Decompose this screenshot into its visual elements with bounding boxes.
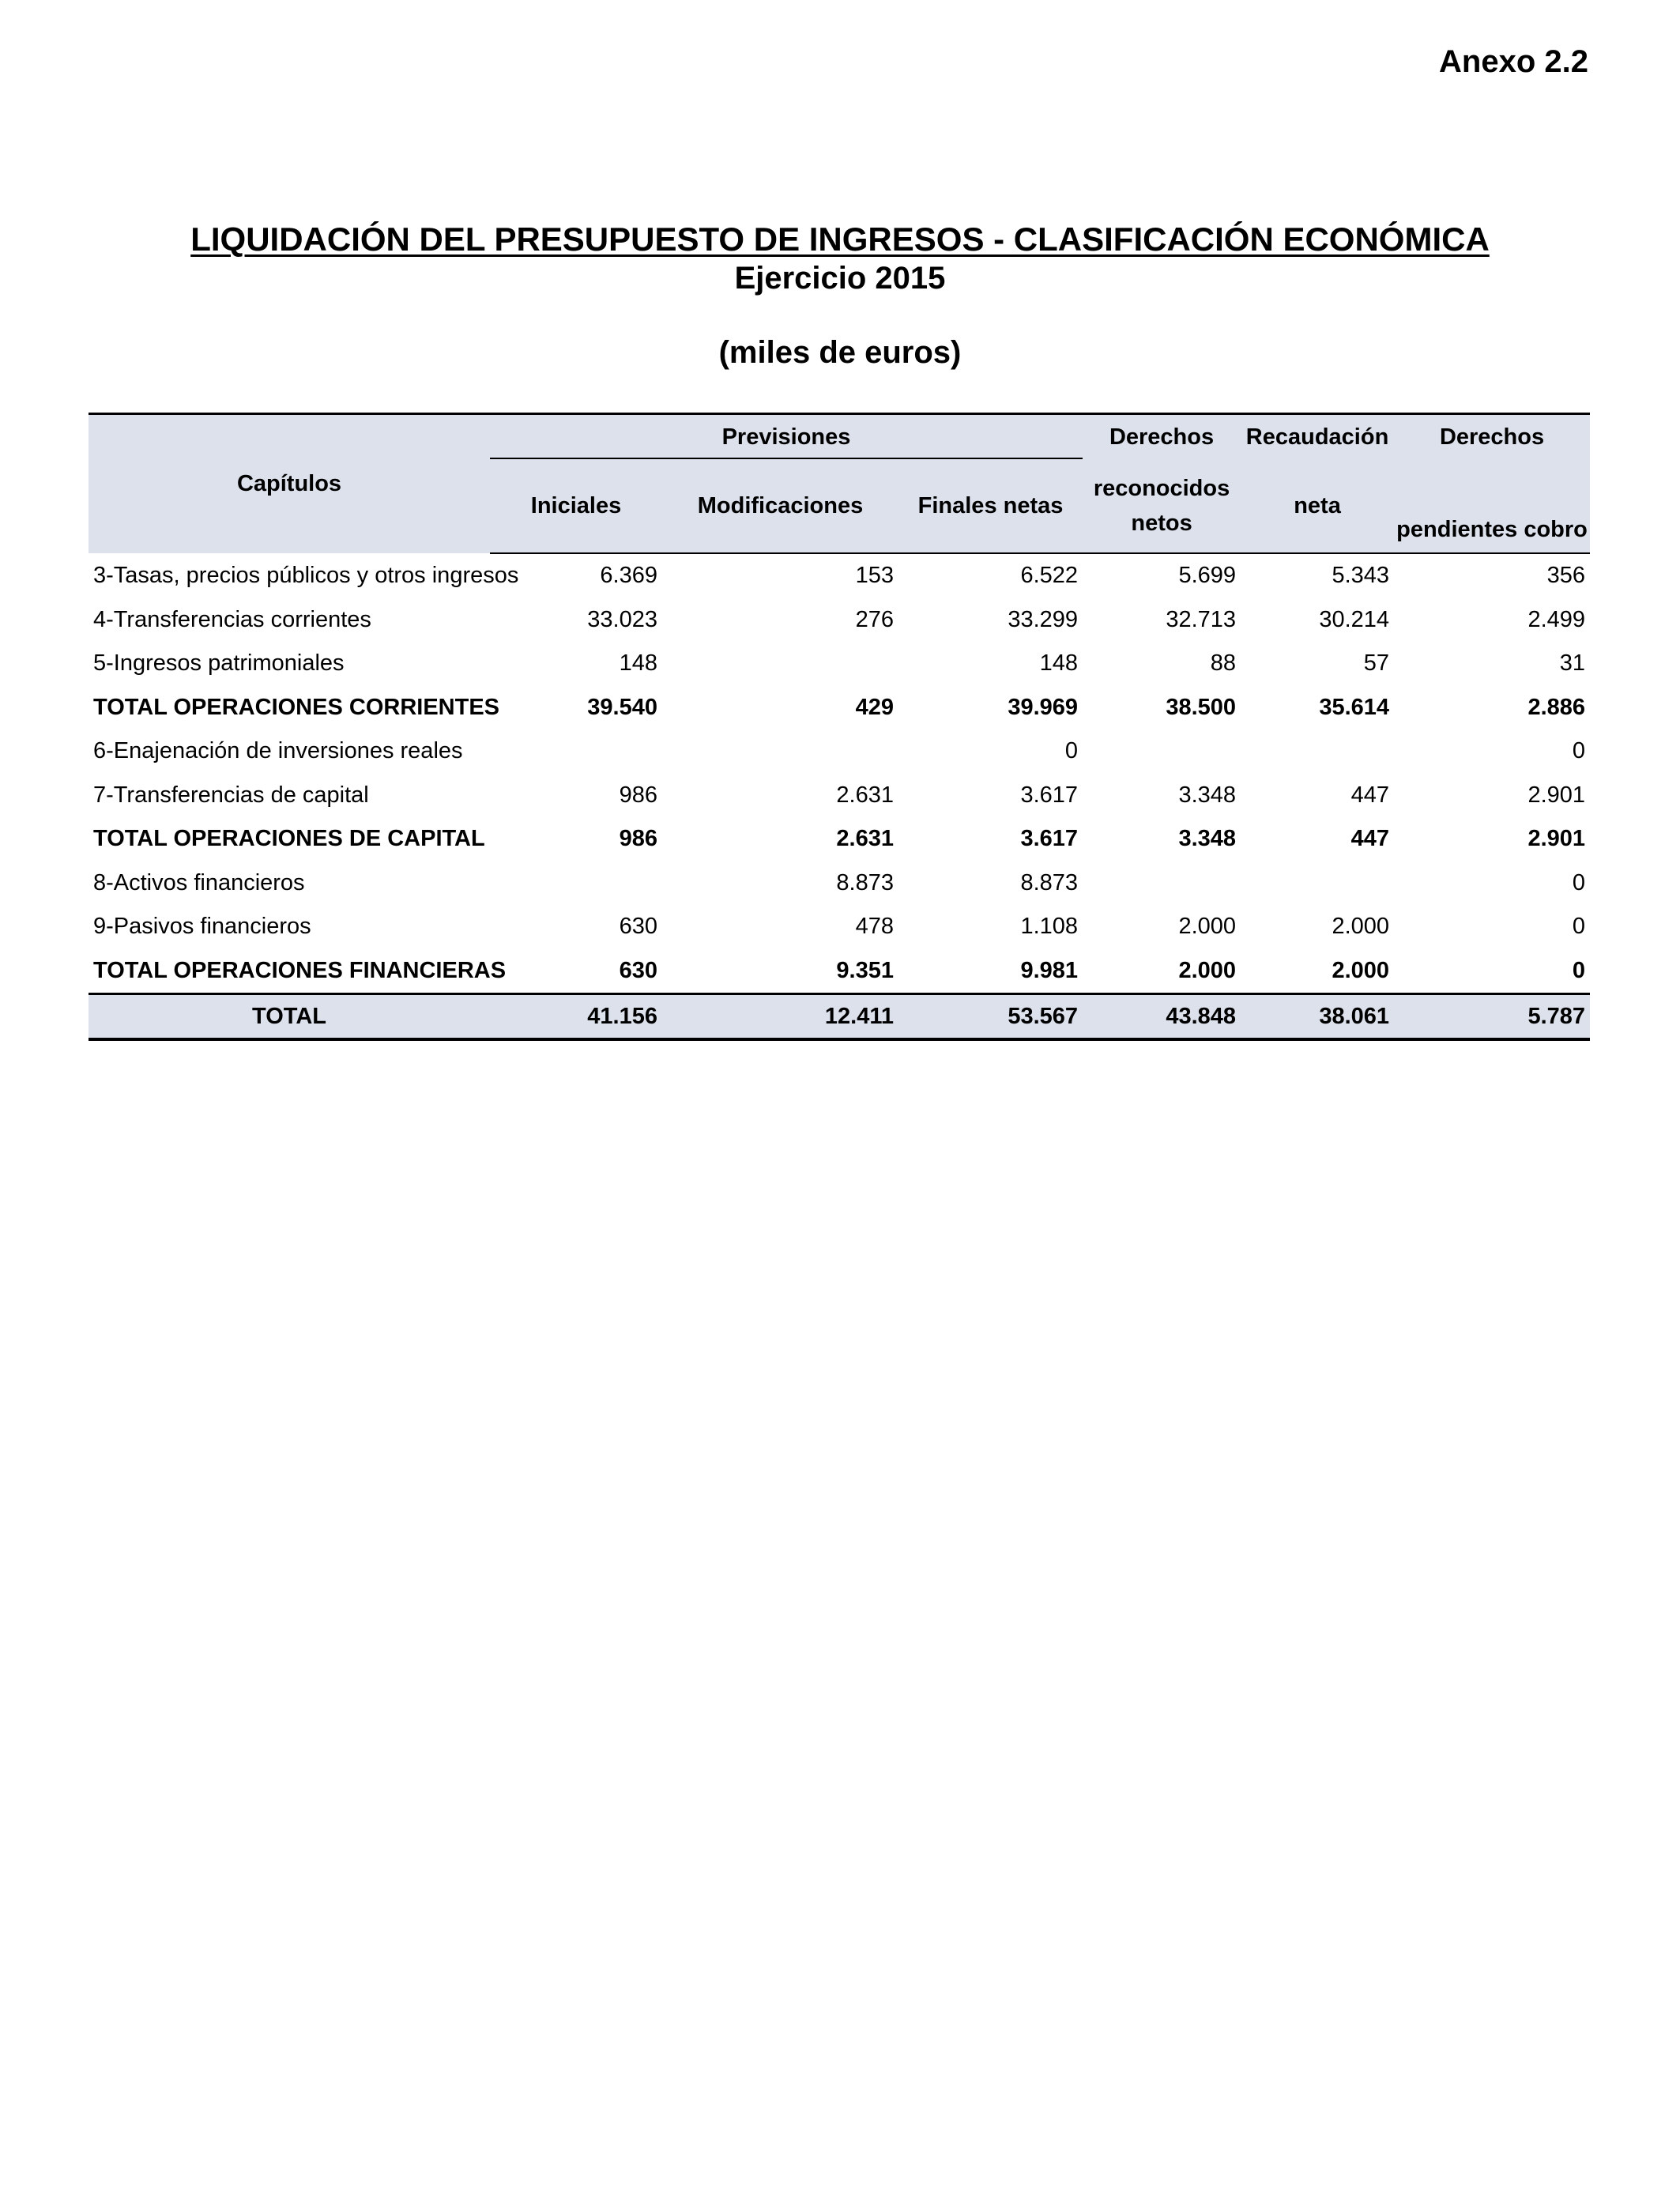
cell-modificaciones: 276 bbox=[855, 606, 894, 632]
row-label: 6-Enajenación de inversiones reales bbox=[93, 738, 463, 764]
header-modificaciones: Modificaciones bbox=[662, 459, 898, 553]
cell-modificaciones bbox=[662, 729, 898, 774]
cell-recaudacion: 2.000 bbox=[1332, 957, 1390, 983]
cell-recaudacion: 2.000 bbox=[1332, 914, 1390, 940]
cell-pendientes: 0 bbox=[1572, 957, 1586, 983]
cell-iniciales: 630 bbox=[619, 957, 657, 983]
cell-derechos: 2.000 bbox=[1178, 914, 1237, 940]
cell-finales: 9.981 bbox=[1020, 957, 1079, 983]
title-block bbox=[0, 220, 1680, 371]
page-subtitle: Ejercicio 2015 bbox=[734, 261, 946, 296]
cell-recaudacion: 5.343 bbox=[1332, 563, 1390, 589]
row-label: 8-Activos financieros bbox=[93, 869, 305, 895]
cell-modificaciones: 8.873 bbox=[836, 869, 894, 895]
row-label: TOTAL OPERACIONES FINANCIERAS bbox=[93, 957, 507, 983]
row-label: 7-Transferencias de capital bbox=[93, 782, 369, 808]
table-row bbox=[89, 553, 1590, 598]
cell-finales: 8.873 bbox=[1020, 869, 1079, 895]
cell-recaudacion: 30.214 bbox=[1319, 606, 1390, 632]
header-recaudacion-neta: neta bbox=[1241, 459, 1394, 553]
row-label: TOTAL bbox=[89, 994, 490, 1040]
row-label: 9-Pasivos financieros bbox=[93, 914, 311, 940]
header-previsiones-label: Previsiones bbox=[721, 424, 851, 450]
cell-pendientes: 2.901 bbox=[1527, 826, 1586, 852]
row-label: 4-Transferencias corrientes bbox=[93, 606, 371, 632]
header-pendientes-top: Derechos bbox=[1394, 414, 1590, 460]
cell-iniciales: 986 bbox=[619, 826, 657, 852]
cell-derechos: 88 bbox=[1210, 650, 1237, 677]
cell-finales: 0 bbox=[1064, 738, 1079, 764]
row-label: TOTAL OPERACIONES DE CAPITAL bbox=[93, 826, 485, 852]
cell-finales: 33.299 bbox=[1008, 606, 1079, 632]
cell-modificaciones: 12.411 bbox=[662, 994, 898, 1040]
cell-pendientes: 0 bbox=[1572, 869, 1586, 895]
previsiones-divider bbox=[490, 458, 1083, 459]
table-row bbox=[89, 774, 1590, 818]
cell-derechos bbox=[1083, 729, 1241, 774]
cell-modificaciones: 153 bbox=[855, 563, 894, 589]
cell-derechos: 3.348 bbox=[1178, 782, 1237, 808]
header-capitulos: Capítulos bbox=[89, 414, 490, 554]
header-derechos-line2: netos bbox=[1131, 511, 1192, 536]
cell-finales: 53.567 bbox=[898, 994, 1083, 1040]
header-finales-netas: Finales netas bbox=[898, 459, 1083, 553]
cell-finales: 3.617 bbox=[1020, 782, 1079, 808]
cell-iniciales: 148 bbox=[619, 650, 657, 677]
cell-iniciales: 630 bbox=[619, 914, 657, 940]
row-label: 3-Tasas, precios públicos y otros ingresos bbox=[93, 562, 519, 588]
cell-pendientes: 0 bbox=[1572, 738, 1586, 764]
cell-recaudacion: 35.614 bbox=[1319, 694, 1390, 720]
cell-recaudacion bbox=[1241, 729, 1394, 774]
cell-finales: 39.969 bbox=[1008, 694, 1079, 720]
row-label: TOTAL OPERACIONES CORRIENTES bbox=[93, 694, 499, 720]
cell-iniciales bbox=[490, 861, 662, 906]
cell-finales: 6.522 bbox=[1020, 563, 1079, 589]
cell-derechos: 5.699 bbox=[1178, 563, 1237, 589]
header-pendientes-cobro: pendientes cobro bbox=[1394, 459, 1590, 553]
cell-modificaciones: 2.631 bbox=[836, 826, 894, 852]
table-row bbox=[89, 729, 1590, 774]
cell-finales: 148 bbox=[1039, 650, 1079, 677]
cell-pendientes: 2.499 bbox=[1527, 606, 1586, 632]
cell-recaudacion: 57 bbox=[1363, 650, 1390, 677]
budget-table bbox=[89, 413, 1590, 1041]
cell-recaudacion: 447 bbox=[1350, 826, 1390, 852]
cell-pendientes: 0 bbox=[1572, 914, 1586, 940]
header-derechos-reconocidos bbox=[1083, 459, 1241, 553]
subtotal-row bbox=[89, 686, 1590, 730]
table-row bbox=[89, 642, 1590, 686]
header-recaudacion-top: Recaudación bbox=[1241, 414, 1394, 460]
cell-iniciales: 39.540 bbox=[587, 694, 657, 720]
table-row bbox=[89, 905, 1590, 949]
cell-derechos: 3.348 bbox=[1178, 826, 1237, 852]
cell-derechos: 43.848 bbox=[1083, 994, 1241, 1040]
table-row bbox=[89, 598, 1590, 643]
cell-derechos: 32.713 bbox=[1166, 606, 1237, 632]
cell-pendientes: 2.901 bbox=[1527, 782, 1586, 808]
cell-iniciales bbox=[490, 729, 662, 774]
cell-modificaciones: 9.351 bbox=[836, 957, 894, 983]
cell-modificaciones: 478 bbox=[855, 914, 894, 940]
cell-recaudacion: 38.061 bbox=[1241, 994, 1394, 1040]
cell-derechos: 2.000 bbox=[1178, 957, 1237, 983]
row-label: 5-Ingresos patrimoniales bbox=[93, 650, 345, 677]
cell-finales: 3.617 bbox=[1020, 826, 1079, 852]
cell-modificaciones bbox=[662, 642, 898, 686]
cell-derechos bbox=[1083, 861, 1241, 906]
cell-iniciales: 41.156 bbox=[490, 994, 662, 1040]
cell-iniciales: 33.023 bbox=[587, 606, 657, 632]
table-header bbox=[89, 414, 1590, 554]
subtotal-row bbox=[89, 949, 1590, 994]
table-body bbox=[89, 553, 1590, 1039]
header-previsiones bbox=[490, 414, 1083, 460]
cell-recaudacion bbox=[1241, 861, 1394, 906]
header-derechos-top: Derechos bbox=[1083, 414, 1241, 460]
cell-recaudacion: 447 bbox=[1350, 782, 1390, 808]
cell-iniciales: 986 bbox=[619, 782, 657, 808]
cell-derechos: 38.500 bbox=[1166, 694, 1237, 720]
cell-modificaciones: 2.631 bbox=[836, 782, 894, 808]
cell-pendientes: 31 bbox=[1559, 650, 1586, 677]
units-label: (miles de euros) bbox=[718, 335, 962, 370]
cell-pendientes: 2.886 bbox=[1527, 694, 1586, 720]
table-row bbox=[89, 861, 1590, 906]
cell-finales: 1.108 bbox=[1020, 914, 1079, 940]
cell-pendientes: 356 bbox=[1546, 563, 1586, 589]
total-row bbox=[89, 994, 1590, 1040]
subtotal-row bbox=[89, 817, 1590, 861]
cell-modificaciones: 429 bbox=[855, 694, 894, 720]
header-derechos-line1: reconocidos bbox=[1093, 476, 1230, 501]
cell-pendientes: 5.787 bbox=[1394, 994, 1590, 1040]
page-title: LIQUIDACIÓN DEL PRESUPUESTO DE INGRESOS - CLASIFICACIÓN ECONÓMICA bbox=[190, 221, 1490, 258]
header-iniciales: Iniciales bbox=[490, 459, 662, 553]
cell-iniciales: 6.369 bbox=[600, 563, 657, 589]
annex-label: Anexo 2.2 bbox=[1439, 44, 1588, 79]
